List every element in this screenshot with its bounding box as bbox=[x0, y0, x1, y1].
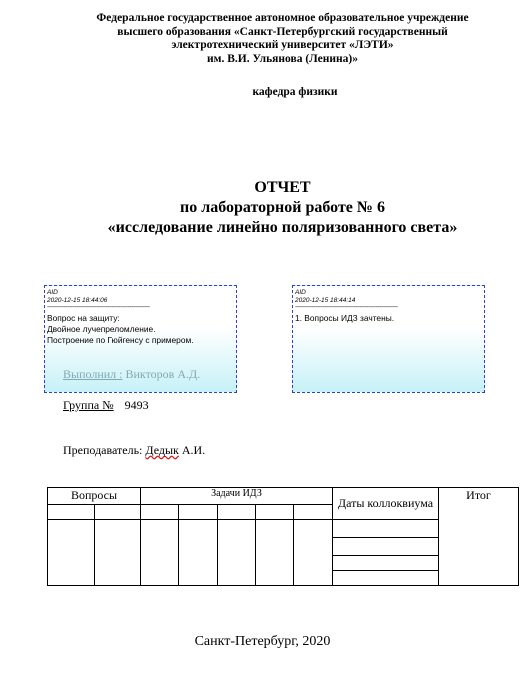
table-cell[interactable] bbox=[333, 556, 439, 571]
performer-line bbox=[63, 367, 200, 382]
report-title bbox=[40, 178, 525, 238]
total-header: Итог bbox=[439, 488, 519, 586]
header-line: высшего образования «Санкт-Петербургский государственный bbox=[117, 25, 448, 38]
header-line: электротехнический университет «ЛЭТИ» bbox=[171, 39, 394, 51]
header-line: им. В.И. Ульянова (Ленина)» bbox=[207, 52, 358, 65]
city-year: Санкт-Петербург, 2020 bbox=[194, 634, 331, 649]
group-line bbox=[63, 398, 149, 413]
grades-table bbox=[47, 487, 519, 586]
table-cell[interactable] bbox=[141, 505, 179, 520]
header-line: Федеральное государственное автономное образовательное учреждение bbox=[96, 12, 469, 24]
institution-header bbox=[60, 12, 505, 66]
title-line: ОТЧЕТ bbox=[254, 179, 311, 196]
comment-timestamp: 2020-12-15 18:44:06 bbox=[47, 297, 108, 304]
comment-author: AID bbox=[47, 289, 58, 296]
performer-name: Викторов А.Д. bbox=[125, 367, 201, 381]
comment-meta bbox=[293, 286, 484, 305]
title-line: «исследование линейно поляризованного света» bbox=[107, 219, 458, 236]
table-cell[interactable] bbox=[256, 505, 294, 520]
comment-line: Двойное лучепреломление. bbox=[47, 324, 156, 334]
teacher-initials: А.И. bbox=[181, 443, 206, 457]
comment-line: Вопрос на защиту: bbox=[47, 313, 120, 323]
table-cell[interactable] bbox=[179, 520, 218, 586]
title-line: по лабораторной работе № 6 bbox=[180, 199, 385, 216]
performer-label: Выполнил : bbox=[63, 367, 123, 381]
comment-author: AID bbox=[295, 289, 306, 296]
teacher-line bbox=[63, 443, 205, 458]
table-cell[interactable] bbox=[48, 520, 95, 586]
comment-line: 1. Вопросы ИДЗ зачтены. bbox=[295, 313, 395, 323]
teacher-surname[interactable]: Дедык bbox=[145, 443, 179, 457]
table-cell[interactable] bbox=[48, 505, 95, 520]
table-cell[interactable] bbox=[294, 505, 333, 520]
table-cell[interactable] bbox=[333, 520, 439, 556]
comment-meta bbox=[45, 286, 236, 305]
comment-body bbox=[45, 311, 236, 346]
table-cell[interactable] bbox=[294, 520, 333, 586]
teacher-label: Преподаватель: bbox=[63, 443, 143, 457]
group-number: 9493 bbox=[124, 398, 149, 412]
table-cell[interactable] bbox=[218, 505, 256, 520]
comment-timestamp: 2020-12-15 18:44:14 bbox=[295, 297, 356, 304]
comment-separator: -------------------------------------------------------- bbox=[47, 305, 150, 311]
table-cell[interactable] bbox=[141, 520, 179, 586]
colloquium-dates-header: Даты коллоквиума bbox=[333, 488, 439, 520]
table-cell[interactable] bbox=[95, 505, 141, 520]
comment-body bbox=[293, 311, 484, 324]
comment-line: Построение по Гюйгенсу с примером. bbox=[47, 335, 194, 345]
table-cell[interactable] bbox=[95, 520, 141, 586]
table-cell[interactable] bbox=[333, 571, 439, 586]
table-cell[interactable] bbox=[218, 520, 256, 586]
table-cell[interactable] bbox=[179, 505, 218, 520]
idz-tasks-header: Задачи ИДЗ bbox=[141, 488, 333, 505]
questions-header: Вопросы bbox=[48, 488, 141, 505]
review-comment-right[interactable] bbox=[292, 285, 485, 393]
table-cell[interactable] bbox=[256, 520, 294, 586]
department-label: кафедра физики bbox=[252, 86, 338, 98]
comment-separator: -------------------------------------------------------- bbox=[295, 305, 398, 311]
group-label: Группа № bbox=[63, 398, 114, 412]
